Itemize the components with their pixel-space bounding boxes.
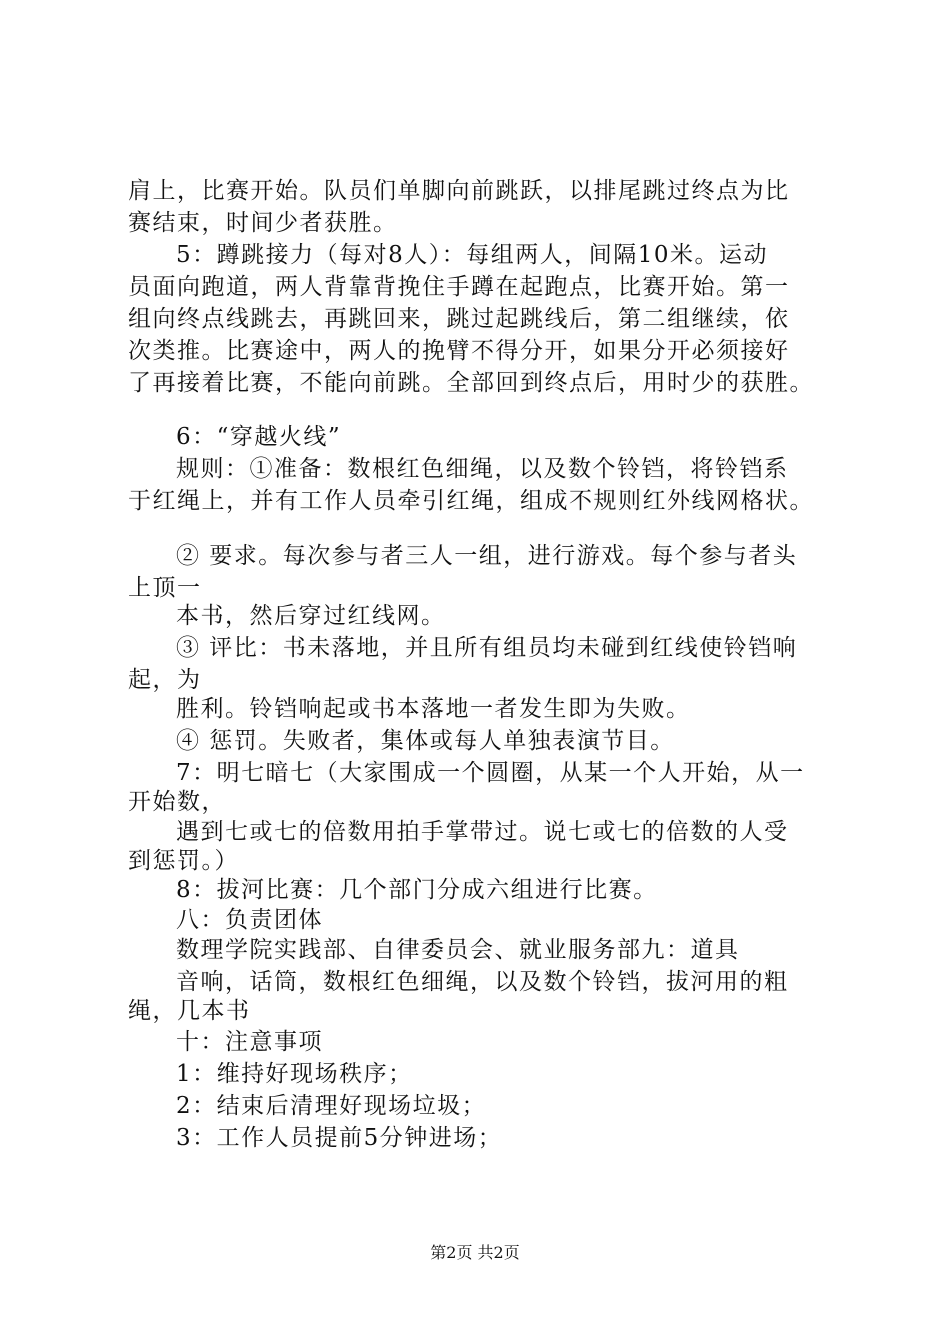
- text-line: 赛结束，时间少者获胜。: [128, 210, 398, 236]
- text-line: 了再接着比赛，不能向前跳。全部回到终点后，用时少的获胜。: [128, 370, 814, 396]
- text-line: 到惩罚。）: [128, 848, 239, 874]
- text-line: 开始数，: [128, 789, 226, 815]
- list-item: 1：维持好现场秩序；: [176, 1061, 413, 1087]
- text-line: 规则：①准备：数根红色细绳，以及数个铃铛，将铃铛系: [176, 456, 789, 482]
- text-line: ② 要求。每次参与者三人一组，进行游戏。每个参与者头: [176, 543, 798, 569]
- text-line: 肩上，比赛开始。队员们单脚向前跳跃，以排尾跳过终点为比: [128, 178, 790, 204]
- text-line: 本书，然后穿过红线网。: [176, 603, 446, 629]
- text-line: 绳，几本书: [128, 998, 251, 1024]
- text-line: 遇到七或七的倍数用拍手掌带过。说七或七的倍数的人受: [176, 819, 789, 845]
- text-line: 员面向跑道，两人背靠背挽住手蹲在起跑点，比赛开始。第一: [128, 274, 790, 300]
- text-line: 数理学院实践部、自律委员会、就业服务部九：道具: [176, 937, 740, 963]
- section-heading: 十：注意事项: [176, 1029, 323, 1055]
- text-line: 8：拔河比赛：几个部门分成六组进行比赛。: [176, 877, 658, 903]
- text-line: 起，为: [128, 667, 202, 693]
- text-line: 6：“穿越火线”: [176, 424, 342, 450]
- text-line: 组向终点线跳去，再跳回来，跳过起跳线后，第二组继续，依: [128, 306, 790, 332]
- page-number-footer: 第2页 共2页: [430, 1243, 520, 1262]
- list-item: 2：结束后清理好现场垃圾；: [176, 1093, 487, 1119]
- text-line: ④ 惩罚。失败者，集体或每人单独表演节目。: [176, 728, 675, 754]
- text-line: 次类推。比赛途中，两人的挽臂不得分开，如果分开必须接好: [128, 338, 790, 364]
- text-line: 7：明七暗七（大家围成一个圆圈，从某一个人开始，从一: [176, 760, 805, 786]
- text-line: 5：蹲跳接力（每对8人）：每组两人，间隔10米。运动: [176, 242, 769, 268]
- list-item: 3：工作人员提前5分钟进场；: [176, 1125, 503, 1151]
- text-line: ③ 评比：书未落地，并且所有组员均未碰到红线使铃铛响: [176, 635, 798, 661]
- section-heading: 八：负责团体: [176, 907, 323, 933]
- text-line: 于红绳上，并有工作人员牵引红绳，组成不规则红外线网格状。: [128, 488, 814, 514]
- text-line: 胜利。铃铛响起或书本落地一者发生即为失败。: [176, 696, 691, 722]
- text-line: 音响，话筒，数根红色细绳，以及数个铃铛，拔河用的粗: [176, 969, 789, 995]
- text-line: 上顶一: [128, 575, 202, 601]
